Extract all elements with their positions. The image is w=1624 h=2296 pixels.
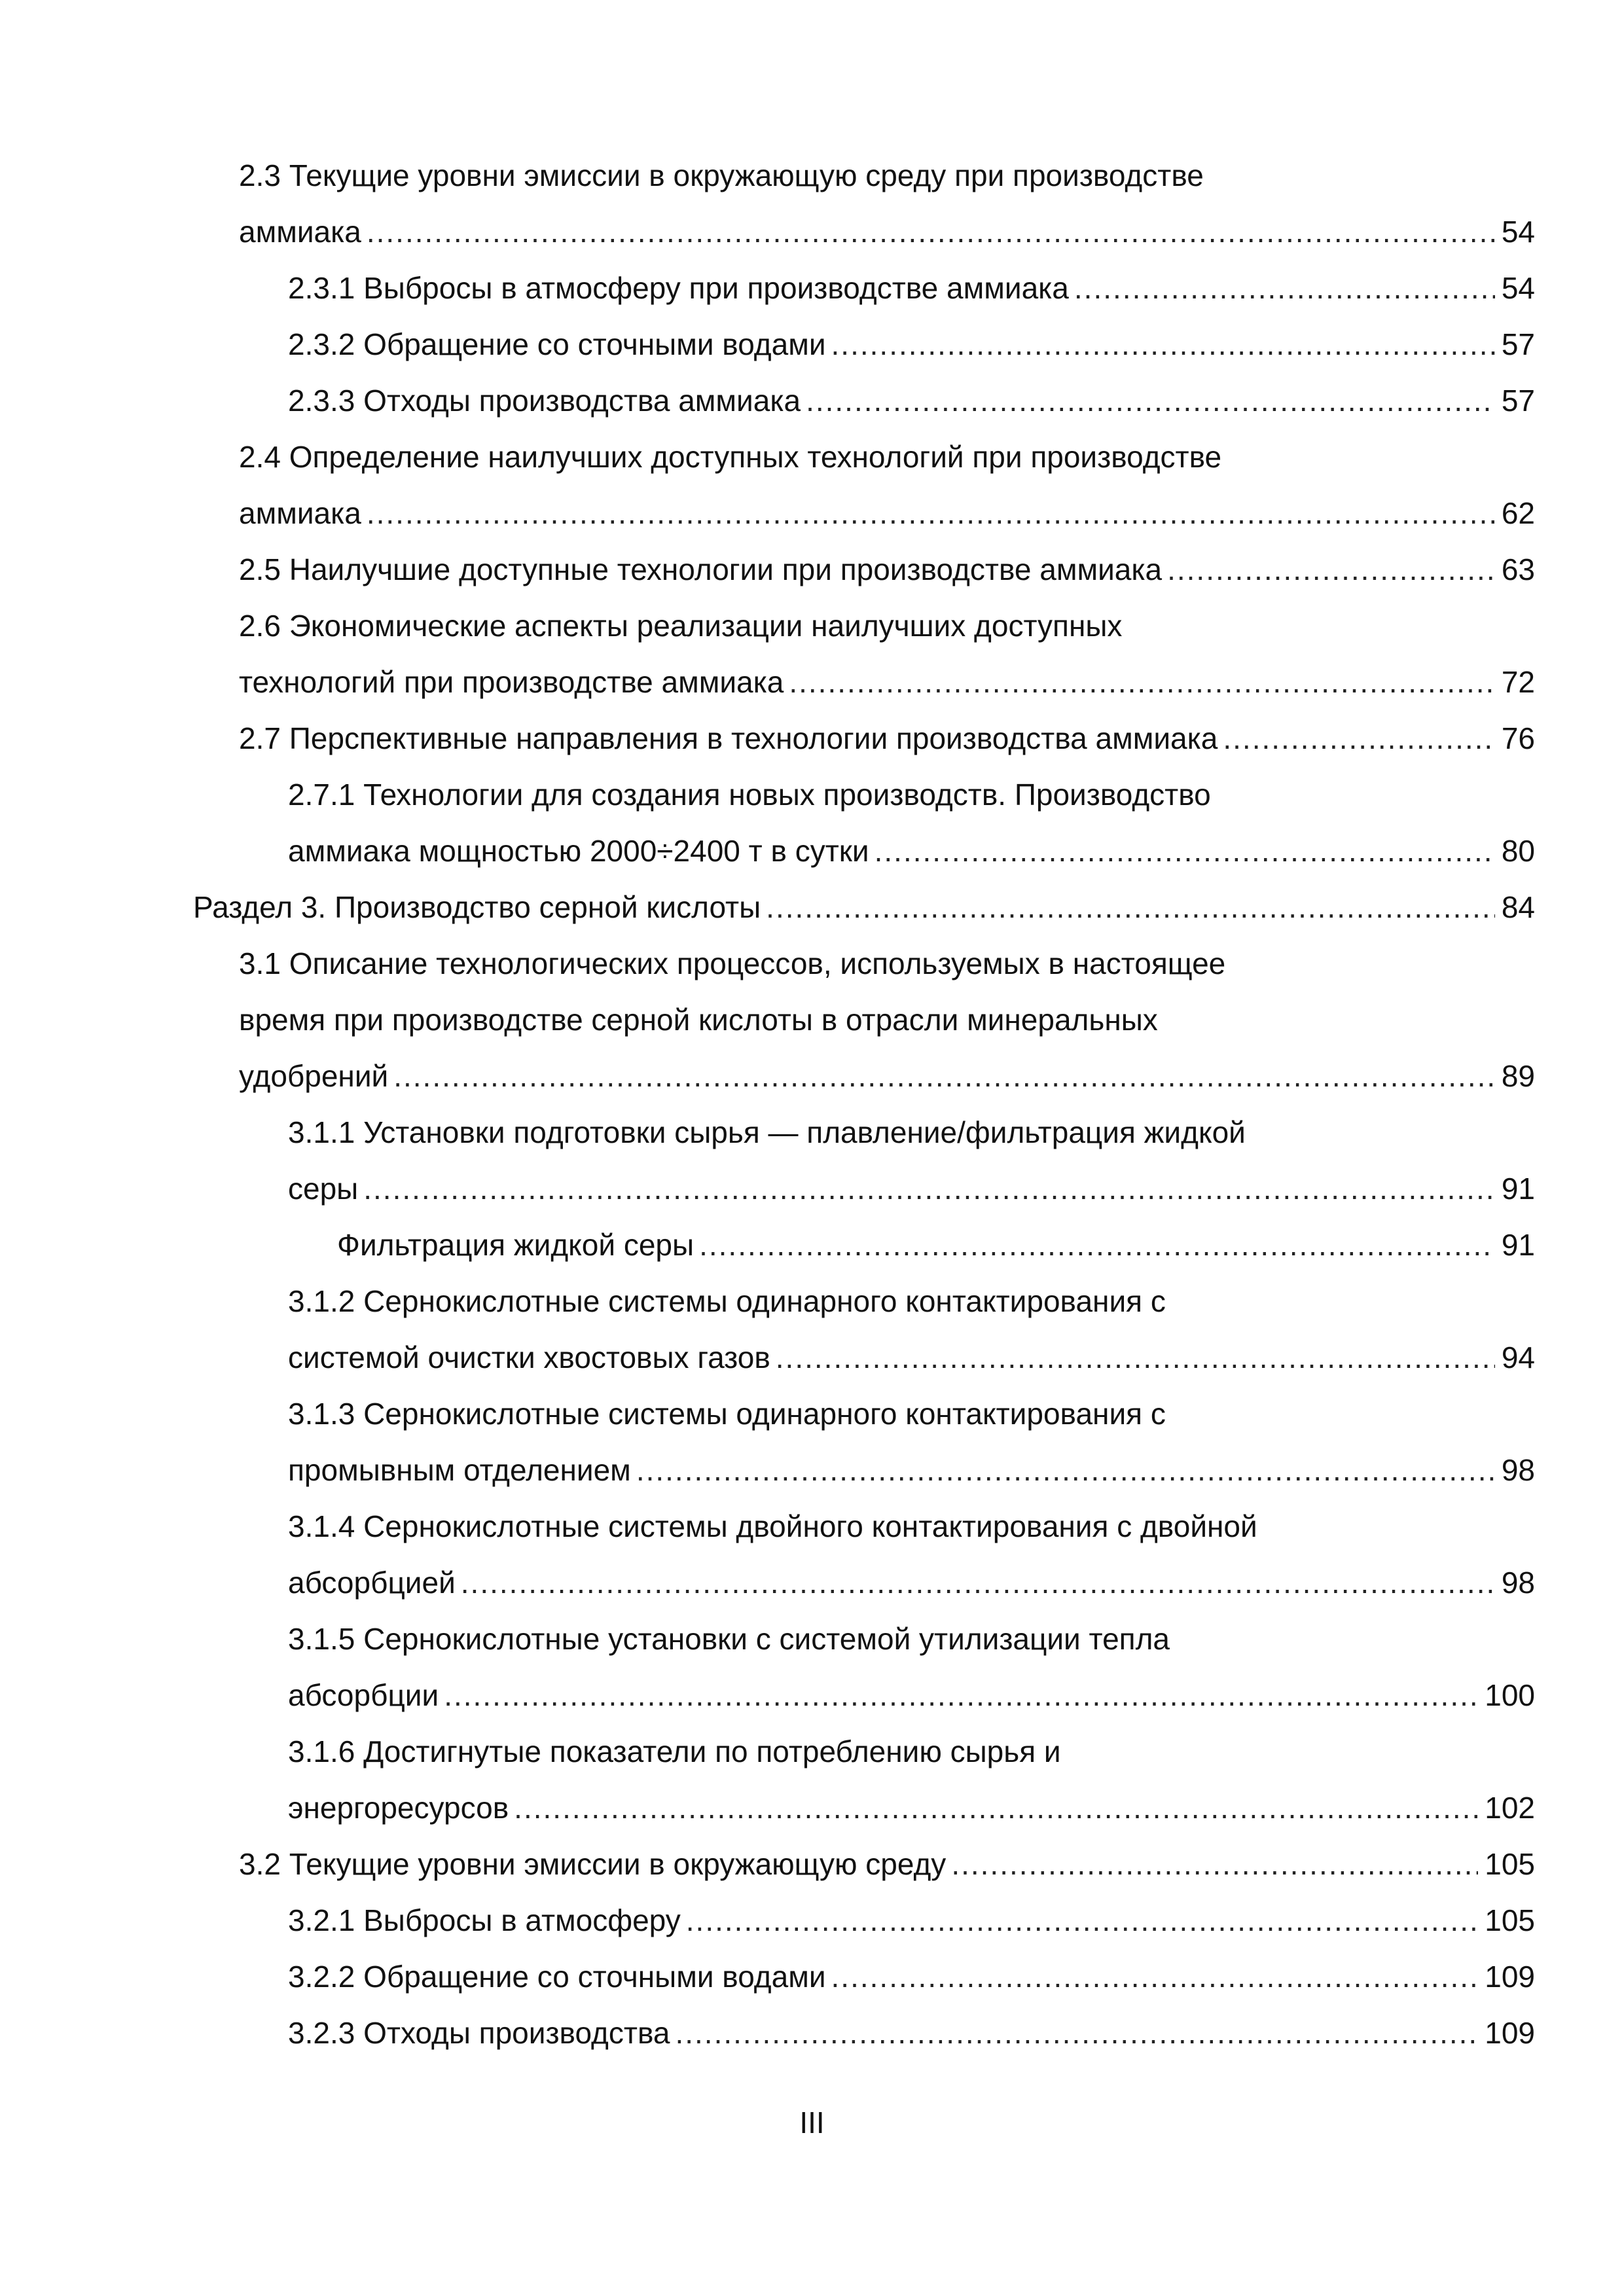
toc-page-number: 109 bbox=[1478, 1948, 1535, 2005]
toc-entry-title: технологий при производстве аммиака bbox=[239, 654, 789, 710]
toc-entry-title: 2.3.2 Обращение со сточными водами bbox=[288, 316, 831, 372]
toc-entry-line bbox=[239, 429, 1535, 485]
toc-entry-title: 2.7 Перспективные направления в технологии производства аммиака bbox=[239, 710, 1223, 766]
dot-leader bbox=[831, 316, 1495, 372]
toc-entry-title: 2.3.1 Выбросы в атмосферу при производстве аммиака bbox=[288, 260, 1074, 316]
toc-entry-line bbox=[288, 1723, 1535, 1780]
toc-entry-line-with-page bbox=[239, 204, 1535, 260]
page-number: III bbox=[799, 2106, 825, 2140]
toc-entry-title: 2.3.3 Отходы производства аммиака bbox=[288, 372, 806, 429]
dot-leader bbox=[1167, 541, 1495, 598]
dot-leader bbox=[699, 1217, 1495, 1273]
toc-entry-title: 2.6 Экономические аспекты реализации наилучших доступных bbox=[239, 609, 1123, 643]
toc-entry-line-with-page bbox=[337, 1217, 1535, 1273]
toc-entry-title: 3.1 Описание технологических процессов, используемых в настоящее bbox=[239, 946, 1226, 980]
toc-page-number: 109 bbox=[1478, 2005, 1535, 2061]
toc-entry-line-with-page bbox=[288, 2005, 1535, 2061]
toc-entry-title: 2.3 Текущие уровни эмиссии в окружающую среду при производстве bbox=[239, 158, 1204, 192]
toc-entry-line-with-page bbox=[288, 260, 1535, 316]
toc-entry-line-with-page bbox=[288, 1329, 1535, 1386]
toc-page-number: 63 bbox=[1495, 541, 1535, 598]
toc-entry-line-with-page bbox=[239, 710, 1535, 766]
toc-entry-title: 3.1.1 Установки подготовки сырья — плавление/фильтрация жидкой bbox=[288, 1115, 1246, 1149]
toc-entry-title: 2.5 Наилучшие доступные технологии при производстве аммиака bbox=[239, 541, 1167, 598]
dot-leader bbox=[1074, 260, 1495, 316]
dot-leader bbox=[951, 1836, 1478, 1892]
toc-entry-title: системой очистки хвостовых газов bbox=[288, 1329, 776, 1386]
toc-entry-title: 3.1.3 Сернокислотные системы одинарного контактирования с bbox=[288, 1397, 1166, 1431]
toc-entry-title: 2.7.1 Технологии для создания новых производств. Производство bbox=[288, 778, 1211, 812]
toc-entry-line bbox=[288, 1386, 1535, 1442]
dot-leader bbox=[806, 372, 1495, 429]
dot-leader bbox=[393, 1048, 1495, 1104]
toc-entry-line bbox=[288, 766, 1535, 823]
toc-page-number: 76 bbox=[1495, 710, 1535, 766]
toc-page-number: 54 bbox=[1495, 260, 1535, 316]
dot-leader bbox=[831, 1948, 1479, 2005]
dot-leader bbox=[363, 1160, 1495, 1217]
toc-page-number: 62 bbox=[1495, 485, 1535, 541]
dot-leader bbox=[636, 1442, 1495, 1498]
dot-leader bbox=[367, 204, 1495, 260]
dot-leader bbox=[367, 485, 1495, 541]
toc-entry-title: энергоресурсов bbox=[288, 1780, 514, 1836]
toc-page-number: 54 bbox=[1495, 204, 1535, 260]
toc-entry-title: абсорбцией bbox=[288, 1554, 461, 1611]
dot-leader bbox=[686, 1892, 1478, 1948]
toc-entry-line-with-page bbox=[288, 1780, 1535, 1836]
toc-page-number: 98 bbox=[1495, 1554, 1535, 1611]
toc-entry-line bbox=[239, 147, 1535, 204]
toc-entry-title: Фильтрация жидкой серы bbox=[337, 1217, 699, 1273]
dot-leader bbox=[789, 654, 1494, 710]
toc-entry-line-with-page bbox=[239, 1048, 1535, 1104]
toc-entry-line-with-page bbox=[288, 372, 1535, 429]
toc-entry-line-with-page bbox=[288, 1160, 1535, 1217]
dot-leader bbox=[675, 2005, 1478, 2061]
dot-leader bbox=[776, 1329, 1495, 1386]
toc-entry-title: аммиака bbox=[239, 485, 367, 541]
toc-entry-title: 3.1.6 Достигнутые показатели по потреблению сырья и bbox=[288, 1734, 1061, 1768]
toc-entry-title: 3.2.3 Отходы производства bbox=[288, 2005, 675, 2061]
toc-entry-title: абсорбции bbox=[288, 1667, 444, 1723]
toc-entry-title: 3.2.1 Выбросы в атмосферу bbox=[288, 1892, 686, 1948]
toc-entry-title: серы bbox=[288, 1160, 363, 1217]
toc-entry-line bbox=[239, 992, 1535, 1048]
toc-entry-line bbox=[239, 598, 1535, 654]
toc-page-number: 72 bbox=[1495, 654, 1535, 710]
toc-entry-title: 3.2.2 Обращение со сточными водами bbox=[288, 1948, 831, 2005]
toc-entry-title: 3.1.4 Сернокислотные системы двойного контактирования с двойной bbox=[288, 1509, 1257, 1543]
toc-page-number: 57 bbox=[1495, 372, 1535, 429]
toc-entry-title: удобрений bbox=[239, 1048, 393, 1104]
toc-entry-line-with-page bbox=[239, 1836, 1535, 1892]
toc-page-number: 84 bbox=[1495, 879, 1535, 935]
toc-entry-line-with-page bbox=[239, 485, 1535, 541]
toc-page-number: 89 bbox=[1495, 1048, 1535, 1104]
toc-page-number: 94 bbox=[1495, 1329, 1535, 1386]
toc-entry-line-with-page bbox=[288, 1948, 1535, 2005]
toc-entry-title: 2.4 Определение наилучших доступных технологий при производстве bbox=[239, 440, 1222, 474]
toc-page-number: 102 bbox=[1478, 1780, 1535, 1836]
toc-page-number: 91 bbox=[1495, 1160, 1535, 1217]
toc-entry-title: 3.2 Текущие уровни эмиссии в окружающую среду bbox=[239, 1836, 951, 1892]
toc-entry-title: время при производстве серной кислоты в отрасли минеральных bbox=[239, 1003, 1158, 1037]
dot-leader bbox=[461, 1554, 1495, 1611]
toc-page-number: 80 bbox=[1495, 823, 1535, 879]
toc-entry-line bbox=[288, 1104, 1535, 1160]
toc-entry-line-with-page bbox=[239, 654, 1535, 710]
toc-entry-title: промывным отделением bbox=[288, 1442, 636, 1498]
toc-page-number: 57 bbox=[1495, 316, 1535, 372]
dot-leader bbox=[875, 823, 1495, 879]
toc-entry-line-with-page bbox=[193, 879, 1535, 935]
toc-entry-line bbox=[288, 1273, 1535, 1329]
dot-leader bbox=[514, 1780, 1478, 1836]
toc-entry-line-with-page bbox=[288, 316, 1535, 372]
toc-entry-title: аммиака bbox=[239, 204, 367, 260]
dot-leader bbox=[444, 1667, 1478, 1723]
toc-page-number: 91 bbox=[1495, 1217, 1535, 1273]
toc-entry-title: 3.1.5 Сернокислотные установки с системой утилизации тепла bbox=[288, 1622, 1170, 1656]
toc-page-number: 105 bbox=[1478, 1836, 1535, 1892]
toc-page-number: 100 bbox=[1478, 1667, 1535, 1723]
toc-entry-line-with-page bbox=[288, 823, 1535, 879]
toc-entry-line bbox=[288, 1498, 1535, 1554]
toc-entry-line-with-page bbox=[288, 1667, 1535, 1723]
dot-leader bbox=[766, 879, 1495, 935]
toc-entry-line-with-page bbox=[288, 1892, 1535, 1948]
toc-entry-line-with-page bbox=[288, 1442, 1535, 1498]
dot-leader bbox=[1223, 710, 1494, 766]
toc-page-number: 105 bbox=[1478, 1892, 1535, 1948]
toc-entry-title: 3.1.2 Сернокислотные системы одинарного контактирования с bbox=[288, 1284, 1166, 1318]
toc-entry-title: аммиака мощностью 2000÷2400 т в сутки bbox=[288, 823, 875, 879]
toc-page-number: 98 bbox=[1495, 1442, 1535, 1498]
toc-entry-line bbox=[288, 1611, 1535, 1667]
toc-entry-line bbox=[239, 935, 1535, 992]
toc-entry-title: Раздел 3. Производство серной кислоты bbox=[193, 879, 766, 935]
toc-entry-line-with-page bbox=[239, 541, 1535, 598]
toc-entry-line-with-page bbox=[288, 1554, 1535, 1611]
